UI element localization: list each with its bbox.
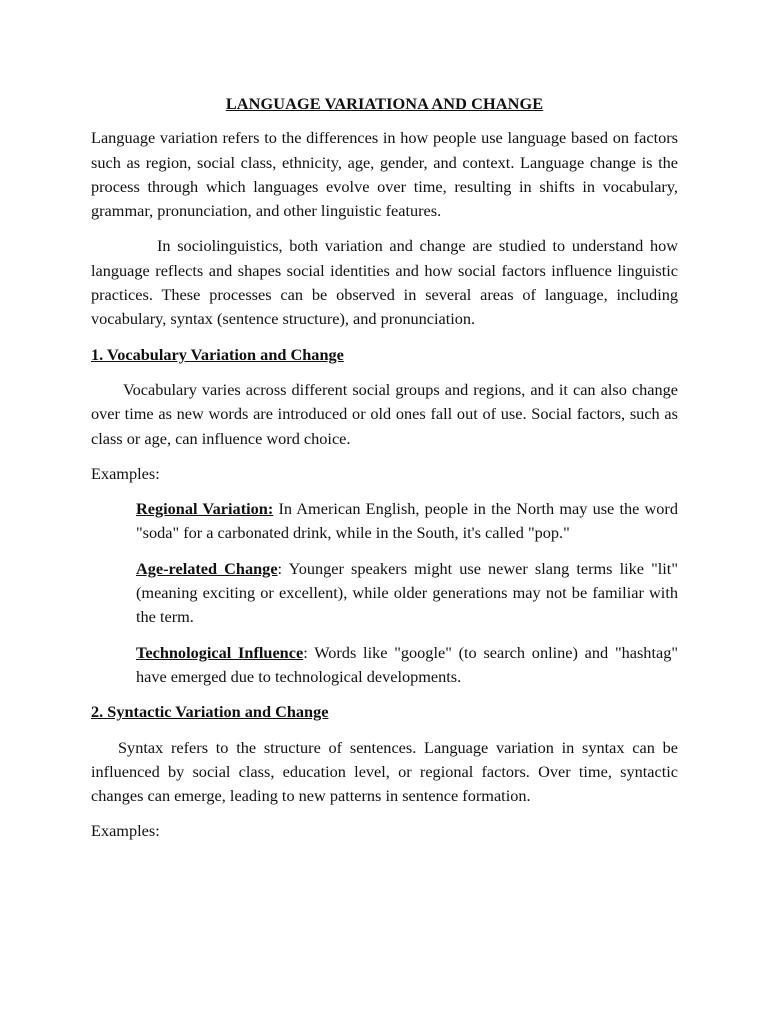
example-regional-variation xyxy=(136,497,678,546)
example-text: Words like "google" (to search online) and "hashtag" have emerged due to technological developments. xyxy=(136,642,678,686)
example-term: Technological Influence xyxy=(136,642,304,662)
section-heading-syntactic: 2. Syntactic Variation and Change xyxy=(91,702,329,722)
examples-label: Examples: xyxy=(91,463,160,483)
section-paragraph-syntactic: Syntax refers to the structure of sentences. Language variation in syntax can be influenced by social class, education level, or regional factors. Over time, syntactic changes can emerge, leading to new patterns in sentence formation. xyxy=(91,737,678,806)
examples-label: Examples: xyxy=(91,821,160,841)
example-text: Younger speakers might use newer slang terms like "lit" (meaning exciting or excellent), while older generations may not be familiar with the term. xyxy=(136,558,678,627)
example-separator: : xyxy=(303,642,315,662)
example-term: Regional Variation: xyxy=(136,499,274,519)
example-age-related-change xyxy=(136,557,678,630)
intro-paragraph-sociolinguistics: In sociolinguistics, both variation and change are studied to understand how language reflects and shapes social identities and how social factors influence linguistic practices. These processes can be observed in several areas of language, including vocabulary, syntax (sentence structure), and pronunciation. xyxy=(91,236,678,329)
example-term: Age-related Change xyxy=(136,558,278,578)
example-text: In American English, people in the North may use the word "soda" for a carbonated drink, while in the South, it's called "pop." xyxy=(136,499,678,543)
example-separator: : xyxy=(277,558,289,578)
example-technological-influence xyxy=(136,641,678,690)
section-paragraph-vocabulary: Vocabulary varies across different social groups and regions, and it can also change over time as new words are introduced or old ones fall out of use. Social factors, such as class or age, can influence word choice. xyxy=(91,379,678,448)
section-heading-vocabulary: 1. Vocabulary Variation and Change xyxy=(91,344,344,364)
intro-paragraph: Language variation refers to the differences in how people use language based on factors such as region, social class, ethnicity, age, gender, and context. Language change is the process through which languages evolve over time, resulting in shifts in vocabulary, grammar, pronunciation, and other linguistic features. xyxy=(91,128,678,221)
document-title: LANGUAGE VARIATIONA AND CHANGE xyxy=(225,94,544,113)
